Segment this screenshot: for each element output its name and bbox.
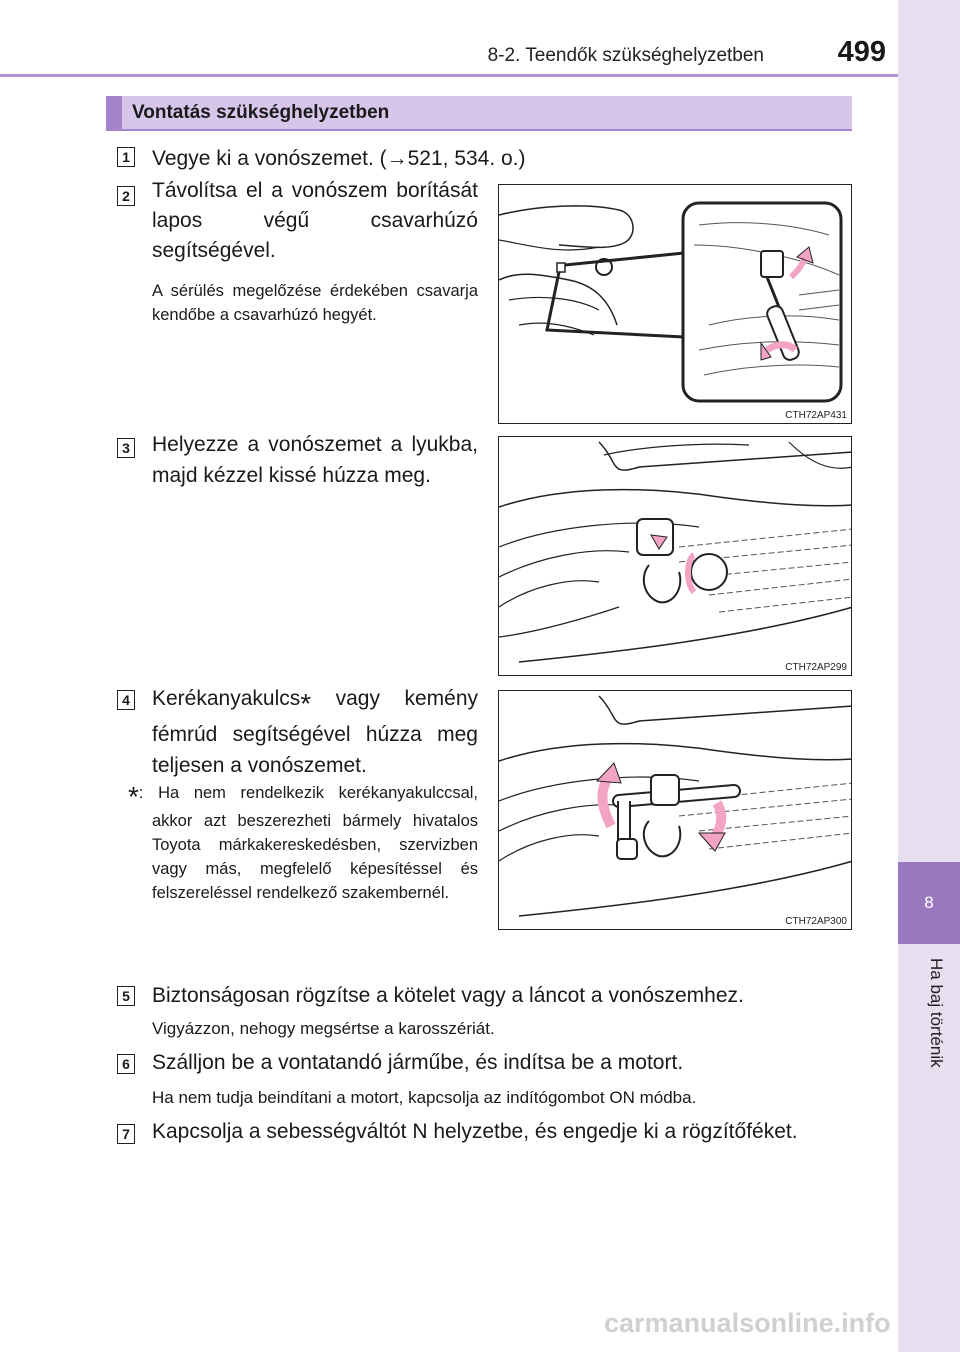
step-4-footnote <box>128 781 478 905</box>
step-6-text: Szálljon be a vontatandó járműbe, és indítsa be a motort. <box>152 1051 684 1074</box>
watermark: carmanualsonline.info <box>604 1308 891 1338</box>
header-section-title: 8-2. Teendők szükséghelyzetben <box>487 45 764 66</box>
step-4-text <box>152 683 478 781</box>
figure-code: CTH72AP300 <box>785 916 847 927</box>
step-5-text: Biztonságosan rögzítse a kötelet vagy a láncot a vonószemhez. <box>152 984 744 1007</box>
step-badge-7: 7 <box>117 1124 135 1144</box>
step-badge-2: 2 <box>117 186 135 206</box>
chapter-title: Ha baj történik <box>927 958 946 1068</box>
figure-tighten-eye <box>498 690 852 930</box>
section-title: Vontatás szükséghelyzetben <box>106 96 852 129</box>
step-badge-5: 5 <box>117 986 135 1006</box>
step-2-note: A sérülés megelőzése érdekében csavarja kendőbe a csavarhúzó hegyét. <box>152 282 478 324</box>
figure-remove-cover <box>498 184 852 424</box>
step-6-note: Ha nem tudja beindítani a motort, kapcsolja az indítógombot ON módba. <box>152 1088 697 1107</box>
figure-insert-eye <box>498 436 852 676</box>
chapter-tab[interactable]: 8 <box>898 862 960 944</box>
figure-code: CTH72AP299 <box>785 662 847 673</box>
step-badge-3: 3 <box>117 438 135 458</box>
footnote-marker: * <box>300 688 312 719</box>
section-title-rule <box>106 129 852 131</box>
page-number: 499 <box>837 36 886 68</box>
figure-insert-eye-illustration <box>499 437 852 676</box>
step-badge-1: 1 <box>117 147 135 167</box>
step-badge-4: 4 <box>117 690 135 710</box>
step-1-text: Vegye ki a vonószemet. (→521, 534. o.) <box>152 147 526 170</box>
step-5-note: Vigyázzon, nehogy megsértse a karosszériát. <box>152 1019 495 1038</box>
footnote-text: : Ha nem rendelkezik kerékanyakulccsal, akkor azt beszerezheti bármely hivatalos Toyota márkakereskedésben, szervizben vagy más, megfelelő képesítéssel és felszereléssel rendelkező szakembernél. <box>138 784 478 902</box>
step-3-text: Helyezze a vonószemet a lyukba, majd kézzel kissé húzza meg. <box>152 433 478 487</box>
step-7-text: Kapcsolja a sebességváltót N helyzetbe, és engedje ki a rögzítőféket. <box>152 1120 798 1143</box>
figure-code: CTH72AP431 <box>785 410 847 421</box>
figure-tighten-eye-illustration <box>499 691 852 930</box>
step-4-text-main: Kerékanyakulcs <box>152 687 301 710</box>
header-rule <box>0 74 898 77</box>
step-2-text: Távolítsa el a vonószem borítását lapos végű csavarhúzó segítségével. <box>152 179 478 262</box>
step-badge-6: 6 <box>117 1054 135 1074</box>
step-4-text-rest: vagy kemény fémrúd segítségével húzza meg teljesen a vonószemet. <box>152 687 478 777</box>
footnote-star: * <box>128 781 139 812</box>
chapter-sidebar <box>898 0 960 1352</box>
figure-remove-cover-illustration <box>499 185 852 424</box>
